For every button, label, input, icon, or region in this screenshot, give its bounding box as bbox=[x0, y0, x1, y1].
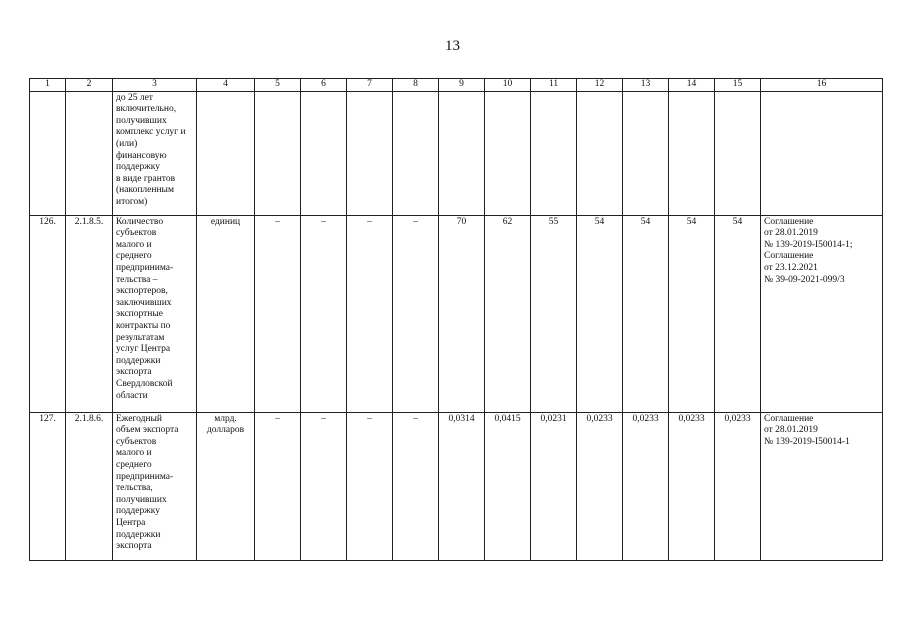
indicators-table bbox=[29, 78, 883, 561]
value-cell: 55 bbox=[531, 215, 577, 412]
value-cell: – bbox=[301, 215, 347, 412]
value-cell bbox=[715, 91, 761, 215]
table-row bbox=[30, 91, 883, 215]
page-number: 13 bbox=[445, 38, 460, 54]
value-cell: 0,0233 bbox=[669, 412, 715, 560]
indicator-name-cell: Ежегодный объем экспорта субъектов малого и среднего предпринима- тельства, получивших поддержку Центра поддержки экспорта bbox=[113, 412, 197, 560]
value-cell: 54 bbox=[715, 215, 761, 412]
value-cell bbox=[255, 91, 301, 215]
value-cell: 62 bbox=[485, 215, 531, 412]
value-cell bbox=[577, 91, 623, 215]
value-cell: – bbox=[347, 215, 393, 412]
unit-cell: млрд. долларов bbox=[197, 412, 255, 560]
indicator-code-cell bbox=[66, 91, 113, 215]
source-document-cell: Соглашение от 28.01.2019 № 139-2019-I50014-1; Соглашение от 23.12.2021 № 39-09-2021-099/3 bbox=[761, 215, 883, 412]
value-cell: – bbox=[393, 412, 439, 560]
value-cell: 70 bbox=[439, 215, 485, 412]
unit-cell bbox=[197, 91, 255, 215]
row-number-cell bbox=[30, 91, 66, 215]
column-number: 1 bbox=[30, 79, 66, 92]
value-cell: – bbox=[393, 215, 439, 412]
indicator-name-cell: Количество субъектов малого и среднего предпринима- тельства – экспортеров, заключивших экспортные контракты по результатам услуг Центра поддержки экспорта Свердловской области bbox=[113, 215, 197, 412]
value-cell bbox=[669, 91, 715, 215]
value-cell: 0,0233 bbox=[715, 412, 761, 560]
column-number: 10 bbox=[485, 79, 531, 92]
value-cell: – bbox=[255, 215, 301, 412]
value-cell bbox=[439, 91, 485, 215]
value-cell bbox=[393, 91, 439, 215]
value-cell: 54 bbox=[669, 215, 715, 412]
column-number: 14 bbox=[669, 79, 715, 92]
column-number: 9 bbox=[439, 79, 485, 92]
column-number: 12 bbox=[577, 79, 623, 92]
column-number: 5 bbox=[255, 79, 301, 92]
source-document-cell bbox=[761, 91, 883, 215]
value-cell: – bbox=[301, 412, 347, 560]
column-number: 3 bbox=[113, 79, 197, 92]
value-cell bbox=[485, 91, 531, 215]
column-number: 16 bbox=[761, 79, 883, 92]
column-number: 7 bbox=[347, 79, 393, 92]
column-number: 15 bbox=[715, 79, 761, 92]
column-number: 2 bbox=[66, 79, 113, 92]
value-cell: – bbox=[255, 412, 301, 560]
value-cell bbox=[347, 91, 393, 215]
column-number: 13 bbox=[623, 79, 669, 92]
source-document-cell: Соглашение от 28.01.2019 № 139-2019-I50014-1 bbox=[761, 412, 883, 560]
value-cell: 54 bbox=[577, 215, 623, 412]
unit-cell: единиц bbox=[197, 215, 255, 412]
column-number: 11 bbox=[531, 79, 577, 92]
value-cell: – bbox=[347, 412, 393, 560]
value-cell: 0,0314 bbox=[439, 412, 485, 560]
row-number-cell: 126. bbox=[30, 215, 66, 412]
table-row bbox=[30, 412, 883, 560]
value-cell: 54 bbox=[623, 215, 669, 412]
table-row bbox=[30, 215, 883, 412]
row-number-cell: 127. bbox=[30, 412, 66, 560]
value-cell: 0,0233 bbox=[623, 412, 669, 560]
column-number-row bbox=[30, 79, 883, 92]
column-number: 6 bbox=[301, 79, 347, 92]
indicator-code-cell: 2.1.8.5. bbox=[66, 215, 113, 412]
column-number: 8 bbox=[393, 79, 439, 92]
indicator-code-cell: 2.1.8.6. bbox=[66, 412, 113, 560]
value-cell bbox=[623, 91, 669, 215]
value-cell: 0,0415 bbox=[485, 412, 531, 560]
value-cell: 0,0231 bbox=[531, 412, 577, 560]
value-cell bbox=[301, 91, 347, 215]
value-cell bbox=[531, 91, 577, 215]
indicator-name-cell: до 25 лет включительно, получивших комплекс услуг и (или) финансовую поддержку в виде грантов (накопленным итогом) bbox=[113, 91, 197, 215]
value-cell: 0,0233 bbox=[577, 412, 623, 560]
column-number: 4 bbox=[197, 79, 255, 92]
